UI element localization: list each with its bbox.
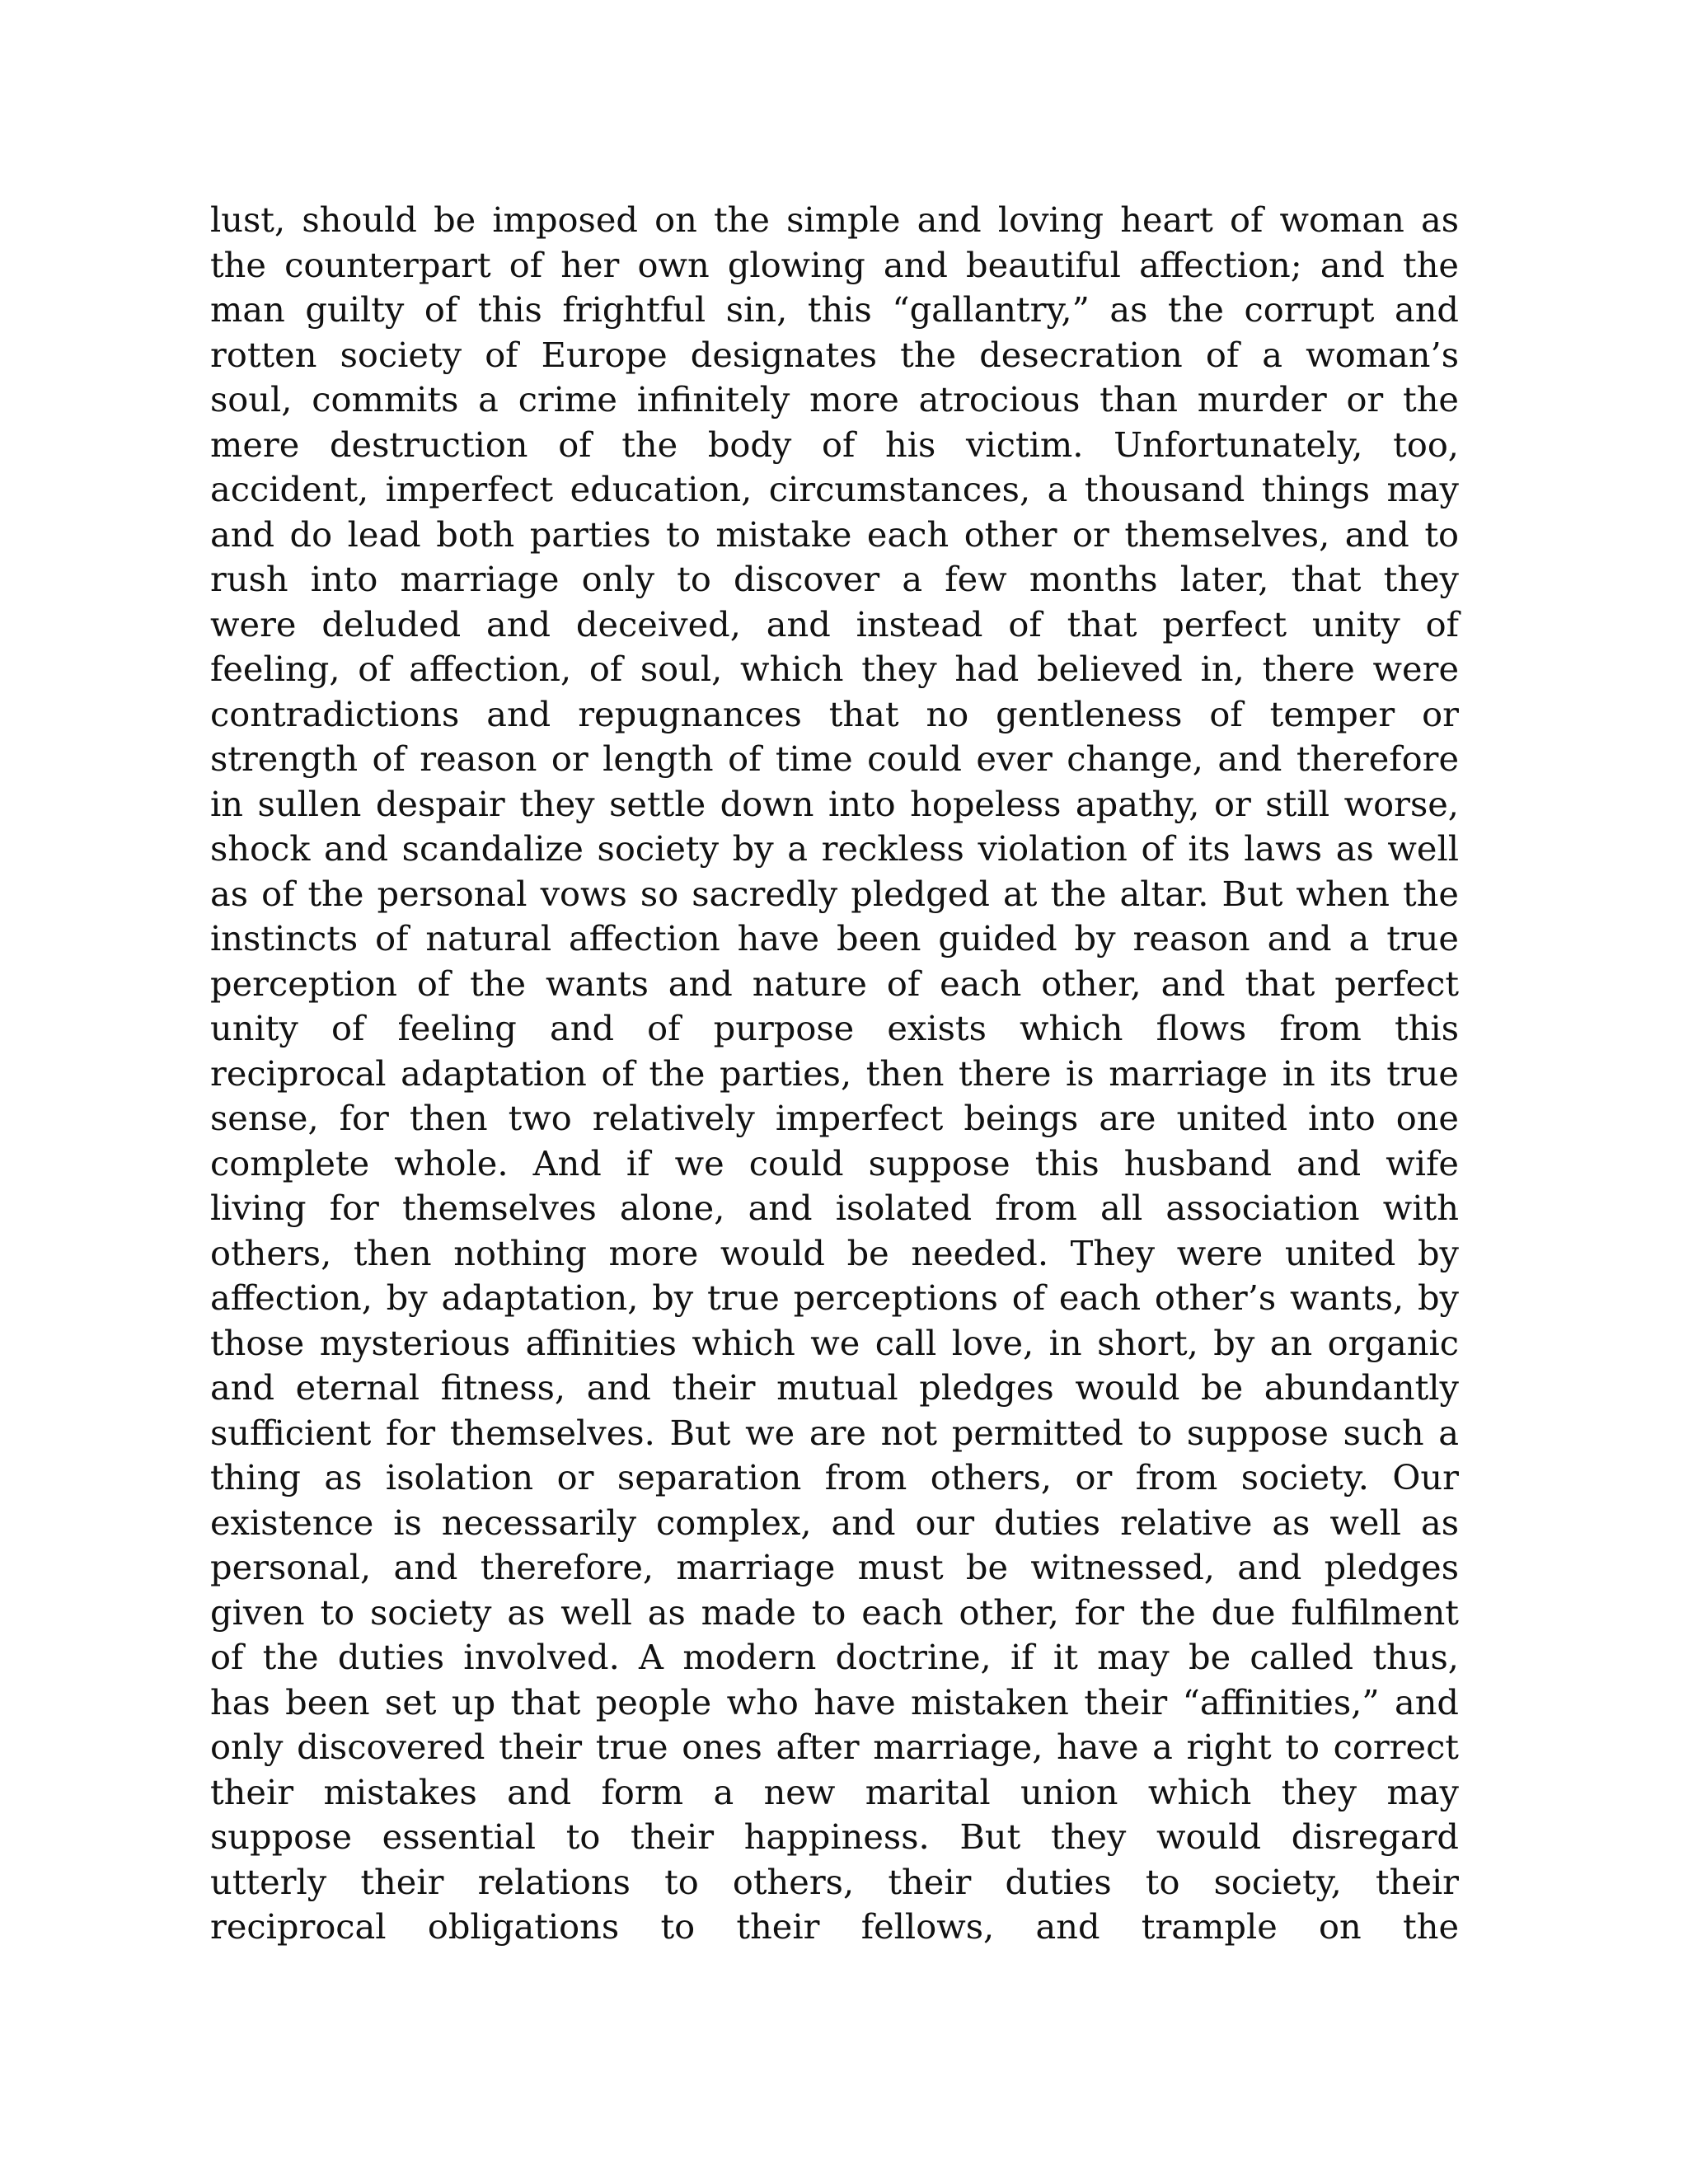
text-line: unity of feeling and of purpose exists which flows from this: [210, 1008, 1459, 1048]
text-line: only discovered their true ones after marriage, have a right to correct: [210, 1727, 1459, 1767]
text-line: feeling, of affection, of soul, which they had believed in, there were: [210, 649, 1459, 689]
text-line: were deluded and deceived, and instead of that perfect unity of: [210, 603, 1459, 644]
text-line: instincts of natural affection have been guided by reason and a true: [210, 918, 1459, 958]
text-line: sufficient for themselves. But we are not permitted to suppose such a: [210, 1412, 1459, 1453]
text-line: affection, by adaptation, by true perceptions of each other’s wants, by: [210, 1277, 1459, 1318]
text-line: their mistakes and form a new marital union which they may: [210, 1771, 1459, 1812]
text-line: accident, imperfect education, circumstances, a thousand things may: [210, 469, 1459, 509]
text-line: existence is necessarily complex, and our duties relative as well as: [210, 1502, 1459, 1543]
text-line: and eternal fitness, and their mutual pledges would be abundantly: [210, 1367, 1459, 1408]
text-line: man guilty of this frightful sin, this “gallantry,” as the corrupt and: [210, 289, 1459, 330]
text-line: rotten society of Europe designates the desecration of a woman’s: [210, 334, 1459, 375]
text-line: of the duties involved. A modern doctrine, if it may be called thus,: [210, 1637, 1459, 1677]
text-line: in sullen despair they settle down into hopeless apathy, or still worse,: [210, 783, 1459, 824]
text-line: utterly their relations to others, their duties to society, their: [210, 1861, 1459, 1902]
text-line: those mysterious affinities which we call love, in short, by an organic: [210, 1322, 1459, 1363]
text-line: perception of the wants and nature of each other, and that perfect: [210, 963, 1459, 1004]
text-line: the counterpart of her own glowing and beautiful affection; and the: [210, 244, 1459, 285]
text-line: sense, for then two relatively imperfect beings are united into one: [210, 1098, 1459, 1138]
text-line: mere destruction of the body of his victim. Unfortunately, too,: [210, 424, 1459, 465]
text-line: suppose essential to their happiness. But they would disregard: [210, 1816, 1459, 1857]
text-line: rush into marriage only to discover a few months later, that they: [210, 559, 1459, 599]
text-line: complete whole. And if we could suppose this husband and wife: [210, 1142, 1459, 1183]
text-line: given to society as well as made to each other, for the due fulfilment: [210, 1591, 1459, 1633]
text-line: and do lead both parties to mistake each other or themselves, and to: [210, 513, 1459, 555]
text-line: strength of reason or length of time could ever change, and therefore: [210, 738, 1459, 779]
text-line: shock and scandalize society by a reckless violation of its laws as well: [210, 828, 1459, 869]
text-line: has been set up that people who have mistaken their “affinities,” and: [210, 1681, 1459, 1722]
text-line: thing as isolation or separation from others, or from society. Our: [210, 1457, 1459, 1497]
text-line: lust, should be imposed on the simple and loving heart of woman as: [210, 199, 1459, 240]
text-line: reciprocal obligations to their fellows, and trample on the: [210, 1906, 1459, 1947]
text-line: soul, commits a crime infinitely more atrocious than murder or the: [210, 379, 1459, 419]
text-line: contradictions and repugnances that no gentleness of temper or: [210, 693, 1459, 734]
text-line: as of the personal vows so sacredly pledged at the altar. But when the: [210, 873, 1459, 914]
text-line: personal, and therefore, marriage must be witnessed, and pledges: [210, 1547, 1459, 1587]
text-line: living for themselves alone, and isolated from all association with: [210, 1188, 1459, 1228]
text-line: others, then nothing more would be needed. They were united by: [210, 1232, 1459, 1273]
body-text: [210, 198, 1459, 1950]
text-line: reciprocal adaptation of the parties, then there is marriage in its true: [210, 1052, 1459, 1094]
